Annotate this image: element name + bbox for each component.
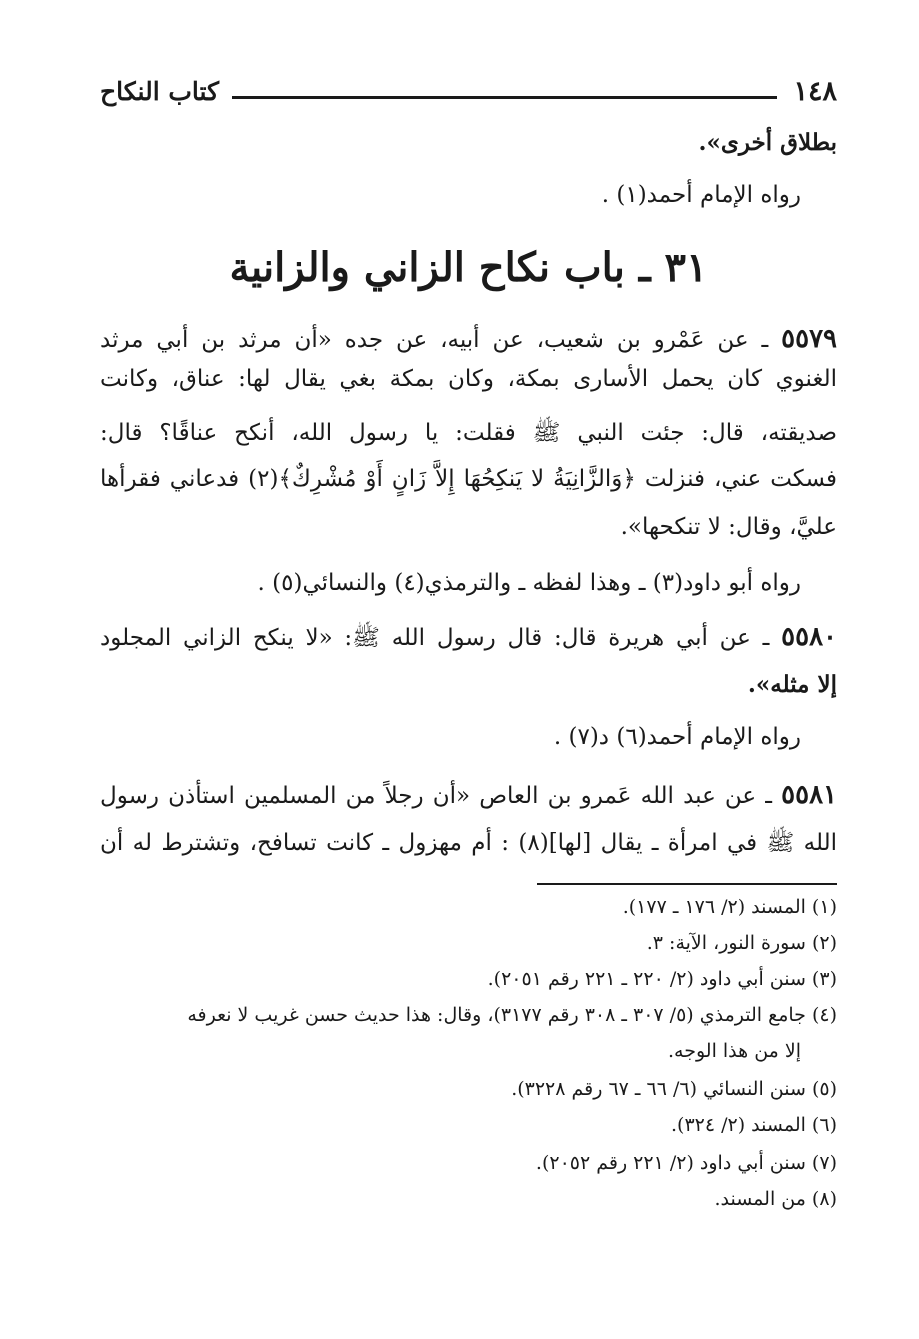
header-rule <box>232 96 777 99</box>
hadith-5581-line: الله ﷺ في امرأة ـ يقال [لها](٨) : أم مهزول ـ كانت تسافح، وتشترط له أن <box>100 830 837 856</box>
footnote: (٦) المسند (٢/ ٣٢٤). <box>670 1114 837 1136</box>
hadith-5579-line: صديقته، قال: جئت النبي ﷺ فقلت: يا رسول الله، أنكح عناقًا؟ قال: <box>100 420 837 446</box>
hadith-5579-line: فسكت عني، فنزلت ﴿وَالزَّانِيَةُ لا يَنكِحُهَا إِلاَّ زَانٍ أَوْ مُشْرِكٌ﴾(٢) فدعاني فقرأها <box>100 466 837 492</box>
running-title: كتاب النكاح <box>100 77 219 106</box>
narration-source: رواه الإمام أحمد(١) . <box>601 182 801 208</box>
footnote: (٧) سنن أبي داود (٢/ ٢٢١ رقم ٢٠٥٢). <box>535 1152 837 1174</box>
text-line: بطلاق أخرى». <box>698 129 837 156</box>
chapter-title: ٣١ ـ باب نكاح الزاني والزانية <box>229 244 708 291</box>
hadith-number: ٥٥٨٠ <box>781 622 838 652</box>
page-number: ١٤٨ <box>793 76 837 107</box>
narration-source: رواه أبو داود(٣) ـ وهذا لفظه ـ والترمذي(٤) والنسائي(٥) . <box>257 570 801 596</box>
footnote-rule <box>537 883 837 885</box>
hadith-5581-line <box>100 778 837 813</box>
footnote: (٤) جامع الترمذي (٥/ ٣٠٧ ـ ٣٠٨ رقم ٣١٧٧)، وقال: هذا حديث حسن غريب لا نعرفه <box>187 1004 837 1026</box>
footnote: (٢) سورة النور، الآية: ٣. <box>646 932 837 954</box>
footnote: (١) المسند (٢/ ١٧٦ ـ ١٧٧). <box>622 896 837 918</box>
running-head <box>100 76 837 112</box>
hadith-text: ـ عن عَمْرو بن شعيب، عن أبيه، عن جده «أن مرثد بن أبي مرثد <box>100 327 769 353</box>
hadith-text: ـ عن أبي هريرة قال: قال رسول الله ﷺ: «لا ينكح الزاني المجلود <box>100 625 770 651</box>
hadith-number: ٥٥٨١ <box>781 780 837 810</box>
hadith-5579-line: الغنوي كان يحمل الأسارى بمكة، وكان بمكة بغي يقال لها: عناق، وكانت <box>100 366 837 392</box>
hadith-5580-line <box>100 620 837 655</box>
narration-source: رواه الإمام أحمد(٦) د(٧) . <box>553 724 801 750</box>
hadith-5579-line: عليَّ، وقال: لا تنكحها». <box>620 514 837 540</box>
footnote: (٣) سنن أبي داود (٢/ ٢٢٠ ـ ٢٢١ رقم ٢٠٥١). <box>487 968 837 990</box>
footnote: (٥) سنن النسائي (٦/ ٦٦ ـ ٦٧ رقم ٣٢٢٨). <box>511 1078 837 1100</box>
hadith-5580-line: إلا مثله». <box>747 671 837 698</box>
footnote-continuation: إلا من هذا الوجه. <box>668 1040 801 1062</box>
footnote: (٨) من المسند. <box>714 1188 837 1210</box>
hadith-number: ٥٥٧٩ <box>781 324 837 354</box>
hadith-text: ـ عن عبد الله عَمرو بن العاص «أن رجلاً من المسلمين استأذن رسول <box>100 783 773 809</box>
hadith-5579-line <box>100 322 837 357</box>
